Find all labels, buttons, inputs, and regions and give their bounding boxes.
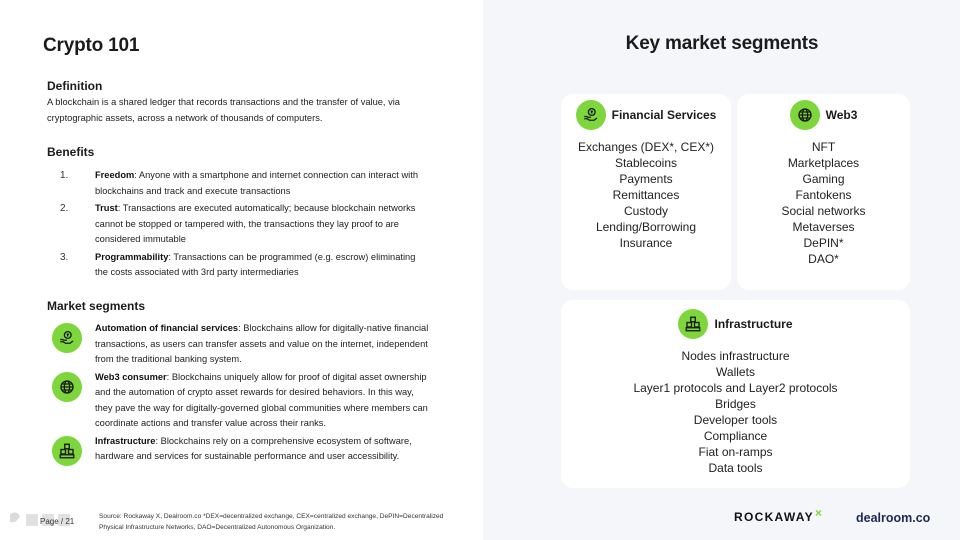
segment-text — [95, 370, 432, 432]
segment-desc: : Blockchains rely on a comprehensive ecosystem of software, hardware and services for sustainable performance and user accessibility. — [95, 435, 412, 461]
list-item: Compliance — [703, 429, 768, 443]
page-number: Page / 21 — [40, 517, 75, 526]
benefit-desc: : Transactions are executed automatically; because blockchain networks cannot be stopped or tampered with, the transactions they lay proof to are considered immutable — [95, 203, 416, 244]
benefit-number: 3. — [60, 251, 69, 263]
list-item: NFT — [811, 140, 836, 154]
financial-items — [561, 139, 731, 251]
segment-desc: : Blockchains uniquely allow for proof of digital asset ownership and the automation of crypto asset rewards for desired behaviors. In this way, they pave the way for digitally-governed global communities where members can coordinate actions and transfer value across their ranks. — [95, 371, 428, 428]
benefit-number: 1. — [60, 170, 69, 181]
list-item: Fiat on-ramps — [698, 445, 773, 459]
definition-text: A blockchain is a shared ledger that records transactions and the transfer of value, via cryptographic assets, across a network of thousands of computers. — [47, 97, 400, 123]
segment-text — [95, 321, 432, 368]
card-label: Infrastructure — [714, 317, 793, 331]
list-item: Social networks — [781, 204, 866, 218]
list-item: Data tools — [708, 461, 763, 475]
segments-heading: Market segments — [47, 299, 146, 313]
financial-services-card — [561, 94, 731, 290]
page-title: Crypto 101 — [43, 35, 140, 56]
globe-icon — [52, 372, 82, 402]
benefit-text — [95, 168, 430, 199]
segment-item — [52, 370, 432, 432]
segment-desc: : Blockchains allow for digitally-native financial transactions, as users can transfer assets and value on the internet, independent from the traditional banking system. — [95, 323, 429, 364]
segment-text — [95, 434, 432, 466]
segment-title: Automation of financial services — [95, 323, 239, 333]
benefit-desc: : Transactions can be programmed (e.g. escrow) eliminating the costs associated with 3rd party intermediaries — [95, 251, 416, 277]
benefit-title: Trust — [95, 203, 118, 213]
benefits-heading: Benefits — [47, 145, 95, 159]
benefit-title: Programmability — [95, 251, 169, 262]
benefit-text — [95, 201, 430, 248]
list-item: Bridges — [715, 397, 756, 411]
blocks-icon — [52, 436, 82, 466]
list-item: Insurance — [619, 236, 673, 250]
blocks-icon — [678, 309, 708, 339]
list-item: DePIN* — [803, 236, 844, 250]
list-item: Developer tools — [693, 413, 778, 427]
list-item: Nodes infrastructure — [681, 349, 790, 363]
list-item: Lending/Borrowing — [595, 220, 697, 234]
key-segments-title: Key market segments — [625, 33, 819, 54]
globe-icon — [790, 100, 820, 130]
benefit-item — [60, 250, 430, 281]
list-item: Exchanges (DEX*, CEX*) — [577, 140, 715, 154]
list-item: Payments — [619, 172, 673, 186]
rockaway-x-mark: × — [814, 506, 824, 520]
definition-heading: Definition — [47, 79, 103, 93]
benefit-item — [60, 168, 430, 199]
benefit-text — [95, 250, 430, 281]
rockaway-logo: ROCKAWAY× — [734, 506, 824, 524]
benefit-item — [60, 201, 430, 248]
web3-items — [737, 139, 910, 267]
web3-card — [737, 94, 910, 290]
list-item: Metaverses — [792, 220, 855, 234]
benefits-list — [60, 168, 430, 283]
benefit-number: 2. — [60, 203, 69, 214]
financial-services-icon — [52, 323, 82, 353]
list-item: DAO* — [808, 252, 839, 266]
list-item: Marketplaces — [787, 156, 860, 170]
card-label: Web3 — [825, 108, 858, 122]
benefit-title: Freedom — [95, 170, 135, 180]
list-item: Remittances — [612, 188, 680, 202]
source-note: Source: Rockaway X, Dealroom.co *DEX=decentralized exchange, CEX=centralized exchange, DePIN=Decentralized Physical Infrastructure Networks, DAO=Decentralized Autonomous Organization. — [99, 513, 444, 531]
list-item: Gaming — [802, 172, 845, 186]
segment-title: Web3 consumer — [95, 371, 167, 382]
segment-title: Infrastructure — [95, 435, 156, 446]
infrastructure-card — [561, 300, 910, 488]
segments-list — [52, 321, 432, 468]
list-item: Wallets — [716, 365, 755, 379]
benefit-desc: : Anyone with a smartphone and internet connection can interact with blockchains and track and execute transactions — [95, 170, 418, 196]
card-label: Financial Services — [611, 108, 717, 122]
list-item: Stablecoins — [614, 156, 678, 170]
financial-services-icon — [576, 100, 606, 130]
list-item: Custody — [623, 204, 669, 218]
segment-item — [52, 321, 432, 368]
dealroom-logo: dealroom.co — [856, 511, 931, 525]
segment-item — [52, 434, 432, 466]
infrastructure-items — [561, 348, 910, 476]
list-item: Layer1 protocols and Layer2 protocols — [633, 381, 838, 395]
list-item: Fantokens — [795, 188, 852, 202]
